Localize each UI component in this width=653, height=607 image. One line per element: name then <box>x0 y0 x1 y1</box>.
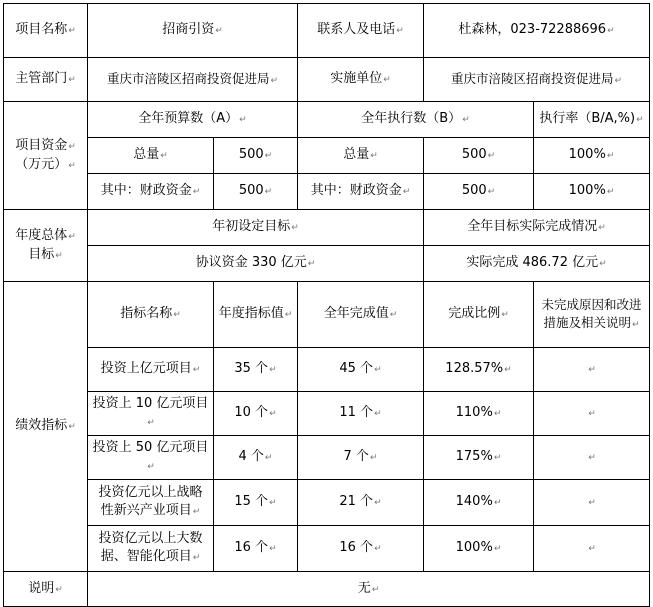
exec-fiscal-value: 500↵ <box>424 174 534 210</box>
department-label: 主管部门↵ <box>4 58 88 102</box>
paragraph-mark-icon: ↵ <box>374 409 382 419</box>
unit-label: 实施单位↵ <box>298 58 424 102</box>
indicator-reason <box>534 436 650 480</box>
paragraph-mark-icon: ↵ <box>374 498 382 508</box>
paragraph-mark-icon: ↵ <box>68 160 76 171</box>
indicator-reason <box>534 526 650 572</box>
paragraph-mark-icon: ↵ <box>599 259 607 269</box>
paragraph-mark-icon: ↵ <box>487 187 496 197</box>
indicator-name: 投资亿元以上战略 性新兴产业项目↵ <box>88 480 214 526</box>
paragraph-mark-icon: ↵ <box>270 75 279 86</box>
indicator-done: 21 个↵ <box>298 480 424 526</box>
paragraph-mark-icon: ↵ <box>284 310 293 320</box>
goal-set-value: 协议资金 330 亿元↵ <box>88 246 424 282</box>
indicator-done: 7 个↵ <box>298 436 424 480</box>
indicator-row <box>4 526 650 572</box>
indicator-name: 投资上亿元项目↵ <box>88 348 214 392</box>
note-row <box>4 572 650 607</box>
paragraph-mark-icon: ↵ <box>402 187 411 197</box>
indicator-ratio: 110%↵ <box>424 392 534 436</box>
project-name-label: 项目名称↵ <box>4 4 88 58</box>
goal-actual-value: 实际完成 486.72 亿元↵ <box>424 246 650 282</box>
paragraph-mark-icon: ↵ <box>370 151 378 161</box>
budget-total-value: 500↵ <box>214 138 298 174</box>
indicator-target: 10 个↵ <box>214 392 298 436</box>
paragraph-mark-icon: ↵ <box>389 310 398 320</box>
performance-table <box>3 3 650 607</box>
funds-header-row <box>4 102 650 138</box>
unit-value: 重庆市涪陵区招商投资促进局↵ <box>424 58 650 102</box>
department-row <box>4 58 650 102</box>
paragraph-mark-icon: ↵ <box>501 310 509 320</box>
paragraph-mark-icon: ↵ <box>264 151 273 161</box>
paragraph-mark-icon: ↵ <box>269 409 277 419</box>
indicator-target-header: 年度指标值↵ <box>214 282 298 348</box>
paragraph-mark-icon: ↵ <box>588 544 596 554</box>
paragraph-mark-icon: ↵ <box>614 75 623 86</box>
paragraph-mark-icon: ↵ <box>606 187 615 197</box>
paragraph-mark-icon: ↵ <box>493 453 502 463</box>
paragraph-mark-icon: ↵ <box>173 310 181 320</box>
paragraph-mark-icon: ↵ <box>493 544 502 554</box>
project-name-row <box>4 4 650 58</box>
paragraph-mark-icon: ↵ <box>68 231 76 242</box>
paragraph-mark-icon: ↵ <box>192 507 201 517</box>
note-value: 无↵ <box>88 572 650 607</box>
rate-total-value: 100%↵ <box>534 138 650 174</box>
indicator-ratio-header: 完成比例↵ <box>424 282 534 348</box>
indicator-target: 35 个↵ <box>214 348 298 392</box>
execution-header: 全年执行数（B）↵ <box>298 102 534 138</box>
budget-fiscal-value: 500↵ <box>214 174 298 210</box>
rate-header: 执行率（B/A,%)↵ <box>534 102 650 138</box>
paragraph-mark-icon: ↵ <box>636 115 644 125</box>
indicators-header-row <box>4 282 650 348</box>
indicator-done: 11 个↵ <box>298 392 424 436</box>
indicator-name: 投资亿元以上大数 据、智能化项目↵ <box>88 526 214 572</box>
indicator-target: 15 个↵ <box>214 480 298 526</box>
paragraph-mark-icon: ↵ <box>68 422 76 432</box>
exec-fiscal-label: 其中：财政资金↵ <box>298 174 424 210</box>
indicator-name: 投资上 50 亿元项目↵ <box>88 436 214 480</box>
indicator-name-header: 指标名称↵ <box>88 282 214 348</box>
paragraph-mark-icon: ↵ <box>462 115 470 125</box>
indicator-name: 投资上 10 亿元项目↵ <box>88 392 214 436</box>
goal-actual-header: 全年目标实际完成情况↵ <box>424 210 650 246</box>
paragraph-mark-icon: ↵ <box>269 544 277 554</box>
indicator-done-header: 全年完成值↵ <box>298 282 424 348</box>
paragraph-mark-icon: ↵ <box>588 498 596 508</box>
contact-value: 杜森林，023-72288696↵ <box>424 4 650 58</box>
note-label: 说明↵ <box>4 572 88 607</box>
paragraph-mark-icon: ↵ <box>192 553 201 563</box>
indicator-reason <box>534 480 650 526</box>
paragraph-mark-icon: ↵ <box>264 187 273 197</box>
paragraph-mark-icon: ↵ <box>607 26 615 36</box>
budget-total-label: 总量↵ <box>88 138 214 174</box>
budget-fiscal-label: 其中：财政资金↵ <box>88 174 214 210</box>
indicator-target: 4 个↵ <box>214 436 298 480</box>
indicator-row <box>4 348 650 392</box>
paragraph-mark-icon: ↵ <box>396 26 404 36</box>
goal-set-header: 年初设定目标↵ <box>88 210 424 246</box>
indicator-reason <box>534 348 650 392</box>
paragraph-mark-icon: ↵ <box>588 409 596 419</box>
paragraph-mark-icon: ↵ <box>192 365 201 375</box>
paragraph-mark-icon: ↵ <box>160 151 168 161</box>
goal-header-row <box>4 210 650 246</box>
indicator-ratio: 128.57%↵ <box>424 348 534 392</box>
funds-fiscal-row <box>4 174 650 210</box>
paragraph-mark-icon: ↵ <box>291 223 299 233</box>
paragraph-mark-icon: ↵ <box>215 26 223 36</box>
indicator-done: 16 个↵ <box>298 526 424 572</box>
paragraph-mark-icon: ↵ <box>504 365 512 375</box>
indicator-reason <box>534 392 650 436</box>
rate-fiscal-value: 100%↵ <box>534 174 650 210</box>
paragraph-mark-icon: ↵ <box>55 584 63 595</box>
paragraph-mark-icon: ↵ <box>369 453 378 463</box>
indicator-target: 16 个↵ <box>214 526 298 572</box>
goal-label: 年度总体↵ 目标↵ <box>4 210 88 282</box>
paragraph-mark-icon: ↵ <box>239 115 247 125</box>
funds-label: 项目资金↵ （万元）↵ <box>4 102 88 210</box>
table-edge-marker <box>649 250 651 276</box>
paragraph-mark-icon: ↵ <box>269 365 277 375</box>
indicator-ratio: 140%↵ <box>424 480 534 526</box>
paragraph-mark-icon: ↵ <box>264 453 273 463</box>
indicator-ratio: 100%↵ <box>424 526 534 572</box>
department-value: 重庆市涪陵区招商投资促进局↵ <box>88 58 298 102</box>
indicator-reason-header: 未完成原因和改进 措施及相关说明↵ <box>534 282 650 348</box>
goal-value-row <box>4 246 650 282</box>
paragraph-mark-icon: ↵ <box>147 418 155 428</box>
paragraph-mark-icon: ↵ <box>487 151 496 161</box>
paragraph-mark-icon: ↵ <box>631 319 640 330</box>
paragraph-mark-icon: ↵ <box>383 75 391 85</box>
exec-total-label: 总量↵ <box>298 138 424 174</box>
paragraph-mark-icon: ↵ <box>307 259 316 269</box>
paragraph-mark-icon: ↵ <box>493 409 502 419</box>
indicators-label: 绩效指标↵ <box>4 282 88 572</box>
paragraph-mark-icon: ↵ <box>606 151 615 161</box>
paragraph-mark-icon: ↵ <box>68 141 76 152</box>
paragraph-mark-icon: ↵ <box>192 187 201 197</box>
indicator-row <box>4 480 650 526</box>
indicator-done: 45 个↵ <box>298 348 424 392</box>
paragraph-mark-icon: ↵ <box>374 544 382 554</box>
indicator-ratio: 175%↵ <box>424 436 534 480</box>
paragraph-mark-icon: ↵ <box>588 453 596 463</box>
project-name-value: 招商引资↵ <box>88 4 298 58</box>
indicator-row <box>4 392 650 436</box>
paragraph-mark-icon: ↵ <box>55 250 63 261</box>
paragraph-mark-icon: ↵ <box>371 584 380 595</box>
paragraph-mark-icon: ↵ <box>68 26 76 36</box>
budget-header: 全年预算数（A）↵ <box>88 102 298 138</box>
paragraph-mark-icon: ↵ <box>269 498 277 508</box>
exec-total-value: 500↵ <box>424 138 534 174</box>
contact-label: 联系人及电话↵ <box>298 4 424 58</box>
funds-total-row <box>4 138 650 174</box>
paragraph-mark-icon: ↵ <box>493 498 502 508</box>
indicator-row <box>4 436 650 480</box>
paragraph-mark-icon: ↵ <box>588 365 596 375</box>
paragraph-mark-icon: ↵ <box>374 365 382 375</box>
paragraph-mark-icon: ↵ <box>147 462 155 472</box>
paragraph-mark-icon: ↵ <box>598 223 606 233</box>
paragraph-mark-icon: ↵ <box>68 75 76 85</box>
